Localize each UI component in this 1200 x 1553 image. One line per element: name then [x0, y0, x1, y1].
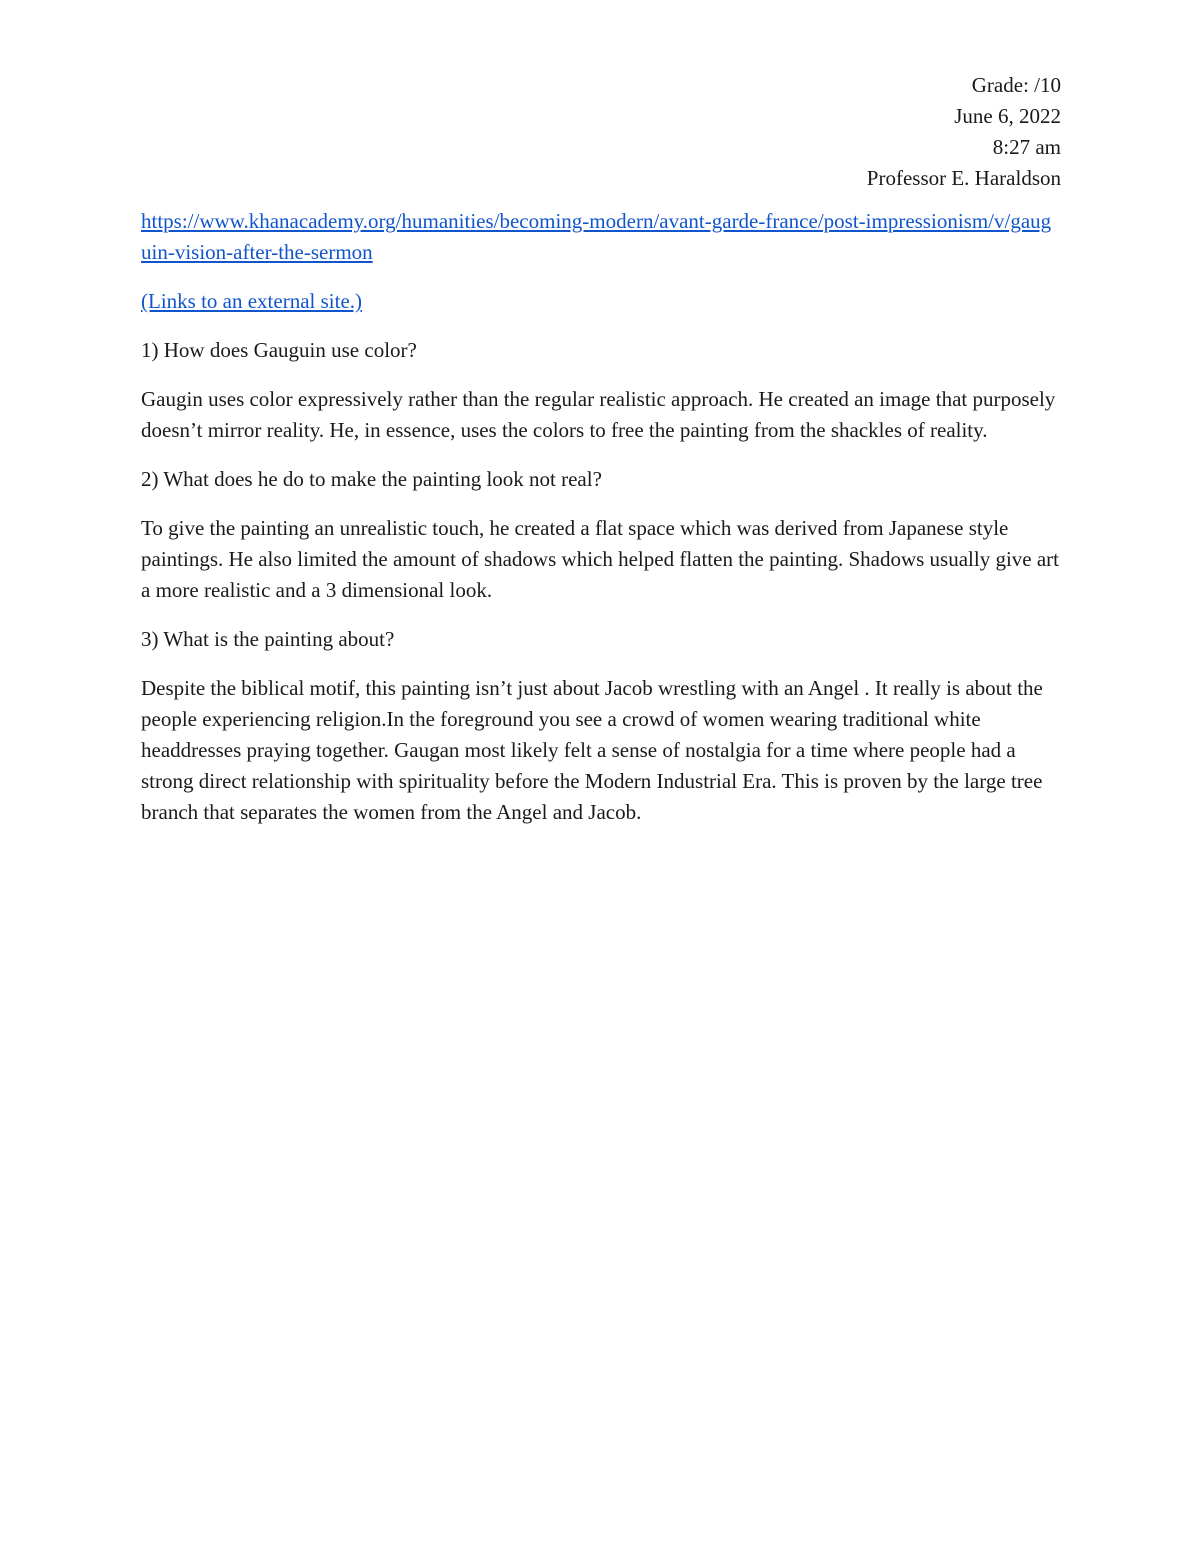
grade-line: Grade: /10 [971, 73, 1061, 97]
professor-line: Professor E. Haraldson [866, 166, 1061, 190]
external-site-link[interactable]: (Links to an external site.) [141, 289, 363, 313]
time-line: 8:27 am [992, 135, 1061, 159]
date-line: June 6, 2022 [954, 104, 1061, 128]
document-header [141, 70, 1061, 194]
question-2: 2) What does he do to make the painting look not real? [141, 467, 602, 491]
question-1: 1) How does Gauguin use color? [141, 338, 417, 362]
document-body [141, 70, 1061, 846]
answer-3: Despite the biblical motif, this painting isn’t just about Jacob wrestling with an Angel . It really is about the people experiencing religion.In the foreground you see a crowd of women wearing traditional white headdresses praying together. Gaugan most likely felt a sense of nostalgia for a time where people had a strong direct relationship with spirituality before the Modern Industrial Era. This is proven by the large tree branch that separates the women from the Angel and Jacob. [141, 676, 1043, 824]
answer-2: To give the painting an unrealistic touch, he created a flat space which was derived from Japanese style paintings. He also limited the amount of shadows which helped flatten the painting. Shadows usually give art a more realistic and a 3 dimensional look. [141, 516, 1059, 602]
question-3: 3) What is the painting about? [141, 627, 395, 651]
answer-1: Gaugin uses color expressively rather than the regular realistic approach. He created an image that purposely doesn’t mirror reality. He, in essence, uses the colors to free the painting from the shackles of reality. [141, 387, 1056, 442]
khan-academy-link[interactable]: https://www.khanacademy.org/humanities/becoming-modern/avant-garde-france/post-impressionism/v/gauguin-vision-after-the-sermon [141, 209, 1052, 264]
